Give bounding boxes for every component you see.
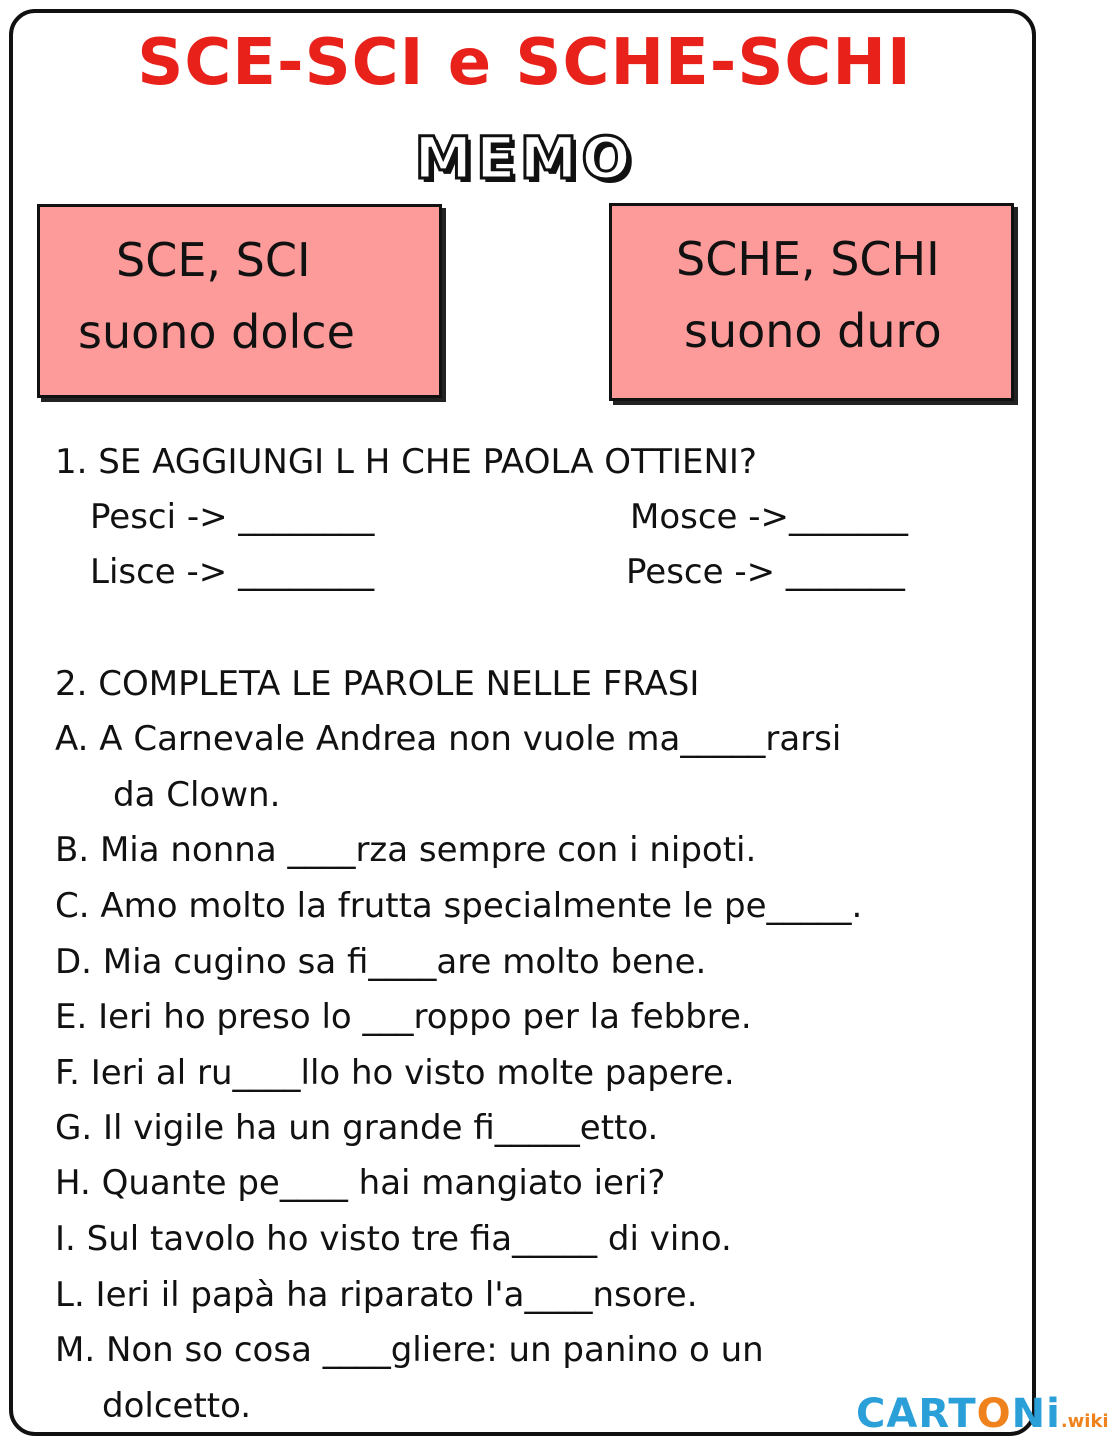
rule-box-hard-sound: suono duro xyxy=(684,304,942,358)
rule-box-soft-syllables: SCE, SCI xyxy=(116,233,311,287)
exercise1-item-pesci: Pesci -> ________ xyxy=(90,497,375,537)
exercise2-line-b: B. Mia nonna ____rza sempre con i nipoti. xyxy=(55,830,757,870)
logo-text-ni: Ni xyxy=(1011,1391,1061,1437)
exercise1-question: 1. SE AGGIUNGI L H CHE PAOLA OTTIENI? xyxy=(55,442,757,482)
exercise2-line-f: F. Ieri al ru____llo ho visto molte papere. xyxy=(55,1053,735,1093)
exercise2-line-i: I. Sul tavolo ho visto tre fia_____ di vino. xyxy=(55,1219,732,1259)
worksheet-title: SCE-SCI e SCHE-SCHI xyxy=(137,26,912,100)
rule-box-hard-syllables: SCHE, SCHI xyxy=(676,232,940,286)
memo-heading: MEMO xyxy=(414,124,635,192)
exercise1-item-pesce: Pesce -> _______ xyxy=(626,552,905,592)
logo-text-o: O xyxy=(976,1391,1012,1437)
exercise2-line-g: G. Il vigile ha un grande fi_____etto. xyxy=(55,1108,659,1148)
exercise2-line-c: C. Amo molto la frutta specialmente le pe_____. xyxy=(55,886,863,926)
exercise2-line-e: E. Ieri ho preso lo ___roppo per la febbre. xyxy=(55,997,752,1037)
logo-text-cart: CART xyxy=(856,1391,977,1437)
exercise2-line-a-cont: da Clown. xyxy=(113,775,281,815)
exercise2-heading: 2. COMPLETA LE PAROLE NELLE FRASI xyxy=(55,664,700,704)
exercise1-item-lisce: Lisce -> ________ xyxy=(90,552,375,592)
exercise2-line-h: H. Quante pe____ hai mangiato ieri? xyxy=(55,1163,666,1203)
rule-box-hard xyxy=(609,203,1014,401)
rule-box-soft xyxy=(37,204,442,398)
exercise2-line-d: D. Mia cugino sa fi____are molto bene. xyxy=(55,942,707,982)
exercise2-line-a: A. A Carnevale Andrea non vuole ma_____rarsi xyxy=(55,719,842,759)
logo-text-wiki: .wiki xyxy=(1060,1411,1109,1432)
rule-box-soft-sound: suono dolce xyxy=(78,305,355,359)
exercise1-item-mosce: Mosce ->_______ xyxy=(630,497,909,537)
exercise2-line-l: L. Ieri il papà ha riparato l'a____nsore. xyxy=(55,1275,698,1315)
exercise2-line-m: M. Non so cosa ____gliere: un panino o un xyxy=(55,1330,764,1370)
exercise2-line-m-cont: dolcetto. xyxy=(102,1386,252,1426)
cartoni-wiki-logo xyxy=(856,1392,1109,1444)
